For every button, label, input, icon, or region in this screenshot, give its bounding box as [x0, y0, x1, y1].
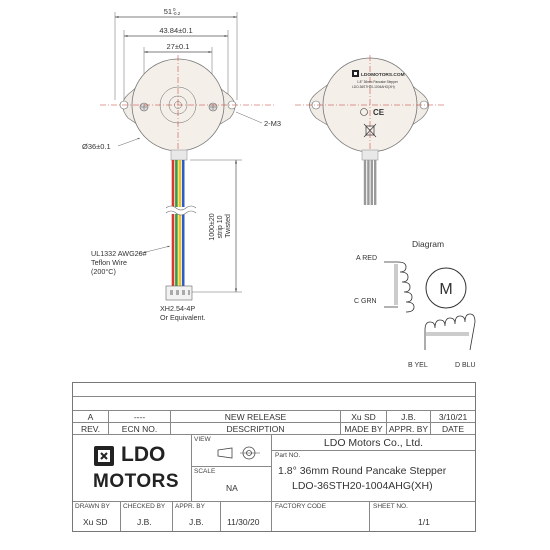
- wiring-diagram: [354, 239, 476, 369]
- sheet-no-cell: [370, 502, 475, 531]
- checked-by-value: J.B.: [137, 517, 152, 527]
- front-view: [82, 7, 281, 322]
- checked-by-cell: [121, 502, 173, 531]
- factory-code-label: FACTORY CODE: [275, 503, 326, 510]
- factory-code-cell: [272, 502, 370, 531]
- sheet-no-value: 1/1: [418, 517, 430, 527]
- pin-d-label: D BLU: [455, 362, 476, 369]
- company-name: LDO Motors Co., Ltd.: [272, 435, 475, 451]
- appr-by-header: APPR. BY: [387, 423, 431, 435]
- logo-area: [73, 435, 192, 502]
- label-line-1: 1.8° 36mm Pancake Stepper: [357, 80, 398, 84]
- drawn-by-cell: [73, 502, 121, 531]
- wire-bundle: [173, 160, 183, 287]
- label-brand: LDOMOTORS.COM: [361, 73, 405, 78]
- part-cell: [272, 451, 475, 502]
- part-line-2: LDO-36STH20-1004AHG(XH): [292, 480, 433, 492]
- blank-row-1: [73, 383, 475, 397]
- pin-b-label: B YEL: [408, 362, 428, 369]
- date-value: 3/10/21: [431, 411, 475, 423]
- ecn-value: ----: [109, 411, 171, 423]
- ldo-logo-icon: [93, 445, 115, 467]
- scale-label: SCALE: [194, 468, 216, 475]
- diagram-title: Diagram: [412, 239, 445, 249]
- third-angle-projection-icon: [216, 446, 262, 460]
- dim-diameter-label: Ø36±0.1: [82, 142, 111, 151]
- crossed-bin-icon: [364, 124, 376, 137]
- dim-overall-label: $51^0$ -0.2: [163, 7, 181, 16]
- view-cell: [192, 435, 272, 467]
- appr-by-value: J.B.: [387, 411, 431, 423]
- date-header: DATE: [431, 423, 475, 435]
- description-header: DESCRIPTION: [171, 423, 341, 435]
- logo-text-motors: MOTORS: [93, 471, 180, 492]
- label-line-2: LDO-36STH20-1004AHG(XH): [352, 85, 395, 89]
- drawn-by-label: DRAWN BY: [75, 503, 110, 510]
- coil-ac: [384, 262, 414, 312]
- part-line-1: 1.8° 36mm Round Pancake Stepper: [278, 465, 447, 477]
- pin-a-label: A RED: [356, 255, 378, 262]
- title-block: [72, 382, 476, 532]
- connector-text: XH2.54-4P Or Equivalent.: [160, 304, 206, 322]
- appr-by-bottom-value: J.B.: [189, 517, 204, 527]
- view-label: VIEW: [194, 436, 211, 443]
- part-no-label: Part NO.: [275, 452, 301, 459]
- date-cell: [221, 502, 272, 531]
- scale-cell: [192, 467, 272, 502]
- motor-symbol-label: M: [439, 281, 453, 298]
- date-bottom-value: 11/30/20: [227, 517, 260, 527]
- checked-by-label: CHECKED BY: [123, 503, 166, 510]
- pin-c-label: C GRN: [354, 298, 377, 305]
- ecn-header: ECN NO.: [109, 423, 171, 435]
- wire-length-text: 1000±20 strip 10 Twisted: [209, 213, 232, 241]
- wire-spec-text: UL1332 AWG26# Teflon Wire (200°C): [91, 249, 147, 276]
- sheet-no-label: SHEET NO.: [373, 503, 408, 510]
- dim-holes-label: 2-M3: [264, 119, 282, 128]
- logo-text-ldo: LDO: [121, 443, 166, 466]
- back-view: [295, 55, 445, 205]
- blank-row-2: [73, 397, 475, 411]
- coil-bd: [425, 314, 475, 350]
- back-wire-bundle: [365, 160, 375, 205]
- scale-value: NA: [226, 483, 238, 493]
- appr-by-label: APPR. BY: [175, 503, 205, 510]
- made-by-header: MADE BY: [341, 423, 387, 435]
- wire-exit: [171, 150, 187, 160]
- dim-center-spacing-label: 27±0.1: [166, 42, 190, 51]
- description-value: NEW RELEASE: [171, 411, 341, 423]
- dim-hole-spacing-label: 43.84±0.1: [159, 26, 193, 35]
- drawn-by-value: Xu SD: [83, 517, 108, 527]
- made-by-value: Xu SD: [341, 411, 387, 423]
- rev-value: A: [73, 411, 109, 423]
- ce-mark: CE: [373, 108, 385, 117]
- rev-header: REV.: [73, 423, 109, 435]
- appr-by-cell: [173, 502, 221, 531]
